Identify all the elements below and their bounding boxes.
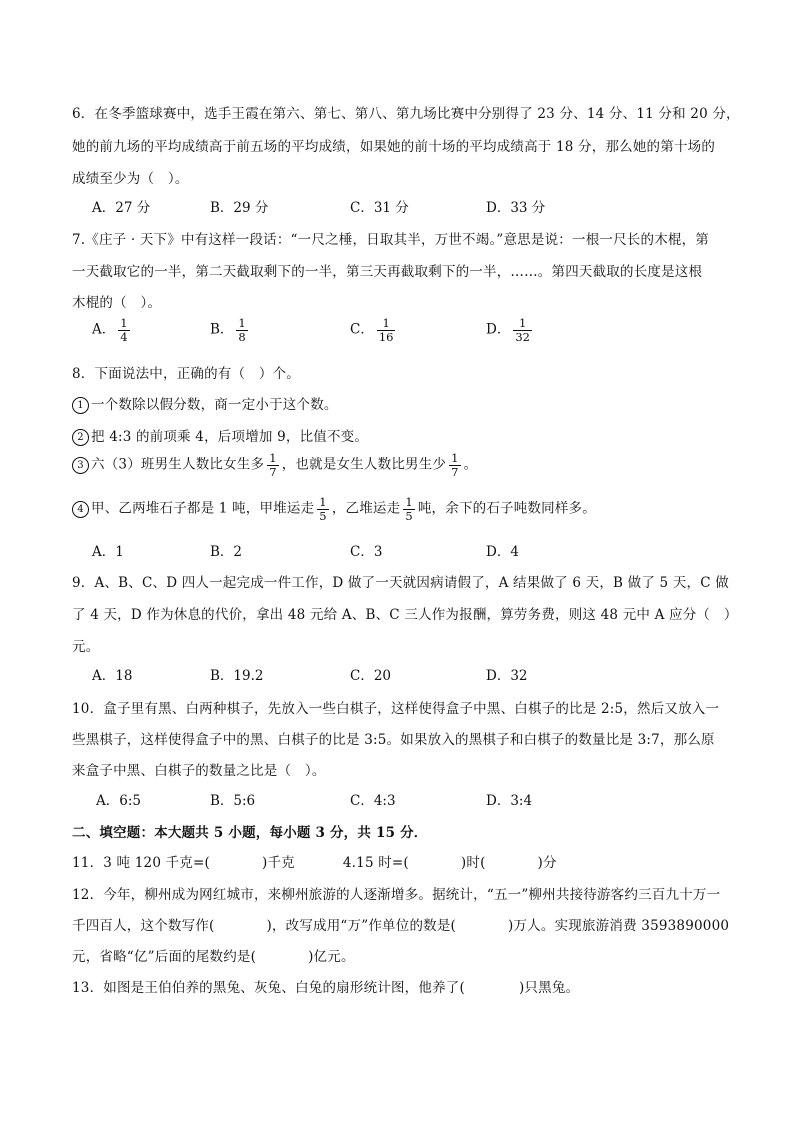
q11-text-e: )分 bbox=[537, 855, 557, 871]
q10-option-b[interactable]: B．5:6 bbox=[210, 793, 256, 809]
q11-text-c: 4.15 时=( bbox=[342, 855, 409, 871]
q8-statement-4-fraction-1 bbox=[317, 496, 329, 522]
fraction-denominator: 8 bbox=[238, 329, 246, 344]
q8-statement-4-fraction-2 bbox=[403, 496, 415, 522]
q10-option-a[interactable]: A．6:5 bbox=[96, 793, 141, 809]
q6-option-a[interactable]: A．27 分 bbox=[92, 200, 151, 216]
q6-option-b[interactable]: B．29 分 bbox=[210, 200, 269, 216]
q6-line2: 她的前九场的平均成绩高于前五场的平均成绩，如果她的前十场的平均成绩高于 18 分，那么她的第十场的 bbox=[72, 139, 716, 155]
fraction-numerator: 1 bbox=[238, 316, 246, 330]
q9-line3: 元。 bbox=[72, 639, 100, 655]
q8-option-b[interactable]: B．2 bbox=[210, 544, 243, 560]
fraction-denominator: 5 bbox=[319, 508, 327, 523]
q7-option-a[interactable] bbox=[92, 317, 133, 343]
q12-text-d: 元，省略“亿”后面的尾数约是( bbox=[72, 949, 257, 965]
q7-option-d[interactable] bbox=[486, 317, 535, 343]
q12-line3 bbox=[72, 945, 728, 965]
q10-line1: 10．盒子里有黑、白两种棋子，先放入一些白棋子，这样使得盒子中黑、白棋子的比是 2:5，然后又放入一 bbox=[72, 701, 720, 717]
q8-statement-3-fraction-2 bbox=[449, 452, 461, 478]
q8-statement-4 bbox=[72, 496, 728, 522]
fraction-denominator: 5 bbox=[405, 508, 413, 523]
q11-line bbox=[72, 851, 728, 871]
q7-option-d-fraction bbox=[513, 317, 532, 343]
fraction-denominator: 16 bbox=[378, 329, 394, 344]
q7-option-c-letter: C． bbox=[350, 321, 374, 338]
q7-option-b-letter: B． bbox=[210, 321, 234, 338]
circled-number-icon: 1 bbox=[72, 397, 89, 414]
fraction-numerator: 1 bbox=[269, 451, 277, 465]
q8-statement-4-text-c: 吨，余下的石子吨数同样多。 bbox=[417, 500, 596, 517]
q13-line bbox=[72, 976, 728, 996]
q8-statement-3-text-a: 六（3）班男生人数比女生多 bbox=[91, 456, 265, 473]
q8-statement-1-text: 一个数除以假分数，商一定小于这个数。 bbox=[91, 397, 338, 413]
q10-option-c[interactable]: C．4:3 bbox=[350, 793, 396, 809]
section-2-heading: 二、填空题：本大题共 5 小题，每小题 3 分，共 15 分． bbox=[72, 825, 428, 841]
q10-option-d[interactable]: D．3:4 bbox=[486, 793, 533, 809]
q8-line1: 8．下面说法中，正确的有（ ）个。 bbox=[72, 366, 300, 382]
q6-line3: 成绩至少为（ ）。 bbox=[72, 171, 189, 187]
fraction-denominator: 32 bbox=[515, 329, 530, 344]
q6-option-c[interactable]: C．31 分 bbox=[350, 200, 409, 216]
q8-statement-2-text: 把 4:3 的前项乘 4，后项增加 9，比值不变。 bbox=[91, 429, 369, 445]
q10-line3: 来盒子中黑、白棋子的数量之比是（ ）。 bbox=[72, 763, 326, 779]
fraction-denominator: 7 bbox=[451, 464, 459, 479]
q8-statement-3-fraction-1 bbox=[267, 452, 279, 478]
q9-line1: 9．A、B、C、D 四人一起完成一件工作，D 做了一天就因病请假了，A 结果做了 6 天，B 做了 5 天，C 做 bbox=[72, 575, 729, 591]
q11-text-d: )时( bbox=[460, 855, 486, 871]
q8-statement-2 bbox=[72, 425, 728, 446]
q7-line3: 木棍的（ ）。 bbox=[72, 295, 162, 311]
q11-text-b: )千克 bbox=[262, 855, 295, 871]
q8-option-a[interactable]: A．1 bbox=[92, 544, 124, 560]
q8-statement-1 bbox=[72, 393, 728, 414]
q8-statement-4-text-b: ，乙堆运走 bbox=[331, 500, 401, 517]
fraction-denominator: 4 bbox=[120, 329, 128, 344]
q13-text-a: 13．如图是王伯伯养的黑兔、灰兔、白兔的扇形统计图，他养了( bbox=[72, 980, 465, 996]
fraction-numerator: 1 bbox=[382, 316, 390, 330]
q9-option-d[interactable]: D．32 bbox=[486, 668, 528, 684]
circled-number-icon: 4 bbox=[72, 501, 89, 518]
q7-line2: 一天截取它的一半，第二天截取剩下的一半，第三天再截取剩下的一半，……。第四天截取的长度是这根 bbox=[72, 264, 703, 280]
q8-statement-3-text-b: ，也就是女生人数比男生少 bbox=[281, 456, 447, 473]
q9-option-a[interactable]: A．18 bbox=[92, 668, 133, 684]
fraction-numerator: 1 bbox=[319, 495, 327, 509]
q12-text-b: )，改写成用“万”作单位的数是( bbox=[266, 918, 457, 934]
fraction-numerator: 1 bbox=[120, 316, 128, 330]
fraction-numerator: 1 bbox=[518, 316, 527, 330]
q12-text-c: )万人。实现旅游消费 3593890000 bbox=[508, 918, 730, 934]
fraction-denominator: 7 bbox=[269, 464, 277, 479]
q12-line2 bbox=[72, 914, 728, 934]
q8-option-c[interactable]: C．3 bbox=[350, 544, 383, 560]
q7-option-b[interactable] bbox=[210, 317, 251, 343]
q12-text-a: 千四百人，这个数写作( bbox=[72, 918, 215, 934]
q8-statement-4-text-a: 甲、乙两堆石子都是 1 吨，甲堆运走 bbox=[91, 500, 315, 517]
q7-option-b-fraction bbox=[236, 317, 247, 343]
q7-option-d-letter: D． bbox=[486, 321, 511, 338]
circled-number-icon: 3 bbox=[72, 457, 89, 474]
q7-option-a-fraction bbox=[118, 317, 129, 343]
q8-statement-3-text-c: 。 bbox=[463, 456, 478, 473]
q9-option-b[interactable]: B．19.2 bbox=[210, 668, 264, 684]
q11-text-a: 11．3 吨 120 千克=( bbox=[72, 855, 210, 871]
q13-text-b: )只黑兔。 bbox=[518, 980, 580, 996]
q12-text-e: )亿元。 bbox=[308, 949, 355, 965]
q8-option-d[interactable]: D．4 bbox=[486, 544, 519, 560]
q9-option-c[interactable]: C．20 bbox=[350, 668, 392, 684]
circled-number-icon: 2 bbox=[72, 429, 89, 446]
fraction-numerator: 1 bbox=[405, 495, 413, 509]
q12-line1: 12．今年，柳州成为网红城市，来柳州旅游的人逐渐增多。据统计，“五一”柳州共接待游客约三百九十万一 bbox=[72, 887, 721, 903]
q6-line1: 6．在冬季篮球赛中，选手王霞在第六、第七、第八、第九场比赛中分别得了 23 分、14 分、11 分和 20 分， bbox=[72, 106, 740, 122]
q6-option-d[interactable]: D．33 分 bbox=[486, 200, 546, 216]
q10-line2: 些黑棋子，这样使得盒子中的黑、白棋子的比是 3:5。如果放入的黑棋子和白棋子的数量比是 3:7，那么原 bbox=[72, 732, 715, 748]
q7-option-c-fraction bbox=[377, 317, 396, 343]
fraction-numerator: 1 bbox=[451, 451, 459, 465]
q8-statement-3 bbox=[72, 452, 728, 478]
q7-line1: 7.《庄子 · 天下》中有这样一段话：“一尺之棰，日取其半，万世不竭。”意思是说：一根一尺长的木棍，第 bbox=[72, 232, 710, 248]
q7-option-c[interactable] bbox=[350, 317, 398, 343]
q9-line2: 了 4 天，D 作为休息的代价，拿出 48 元给 A、B、C 三人作为报酬，算劳务费，则这 48 元中 A 应分（ ） bbox=[72, 607, 738, 623]
q7-option-a-letter: A． bbox=[92, 321, 116, 338]
